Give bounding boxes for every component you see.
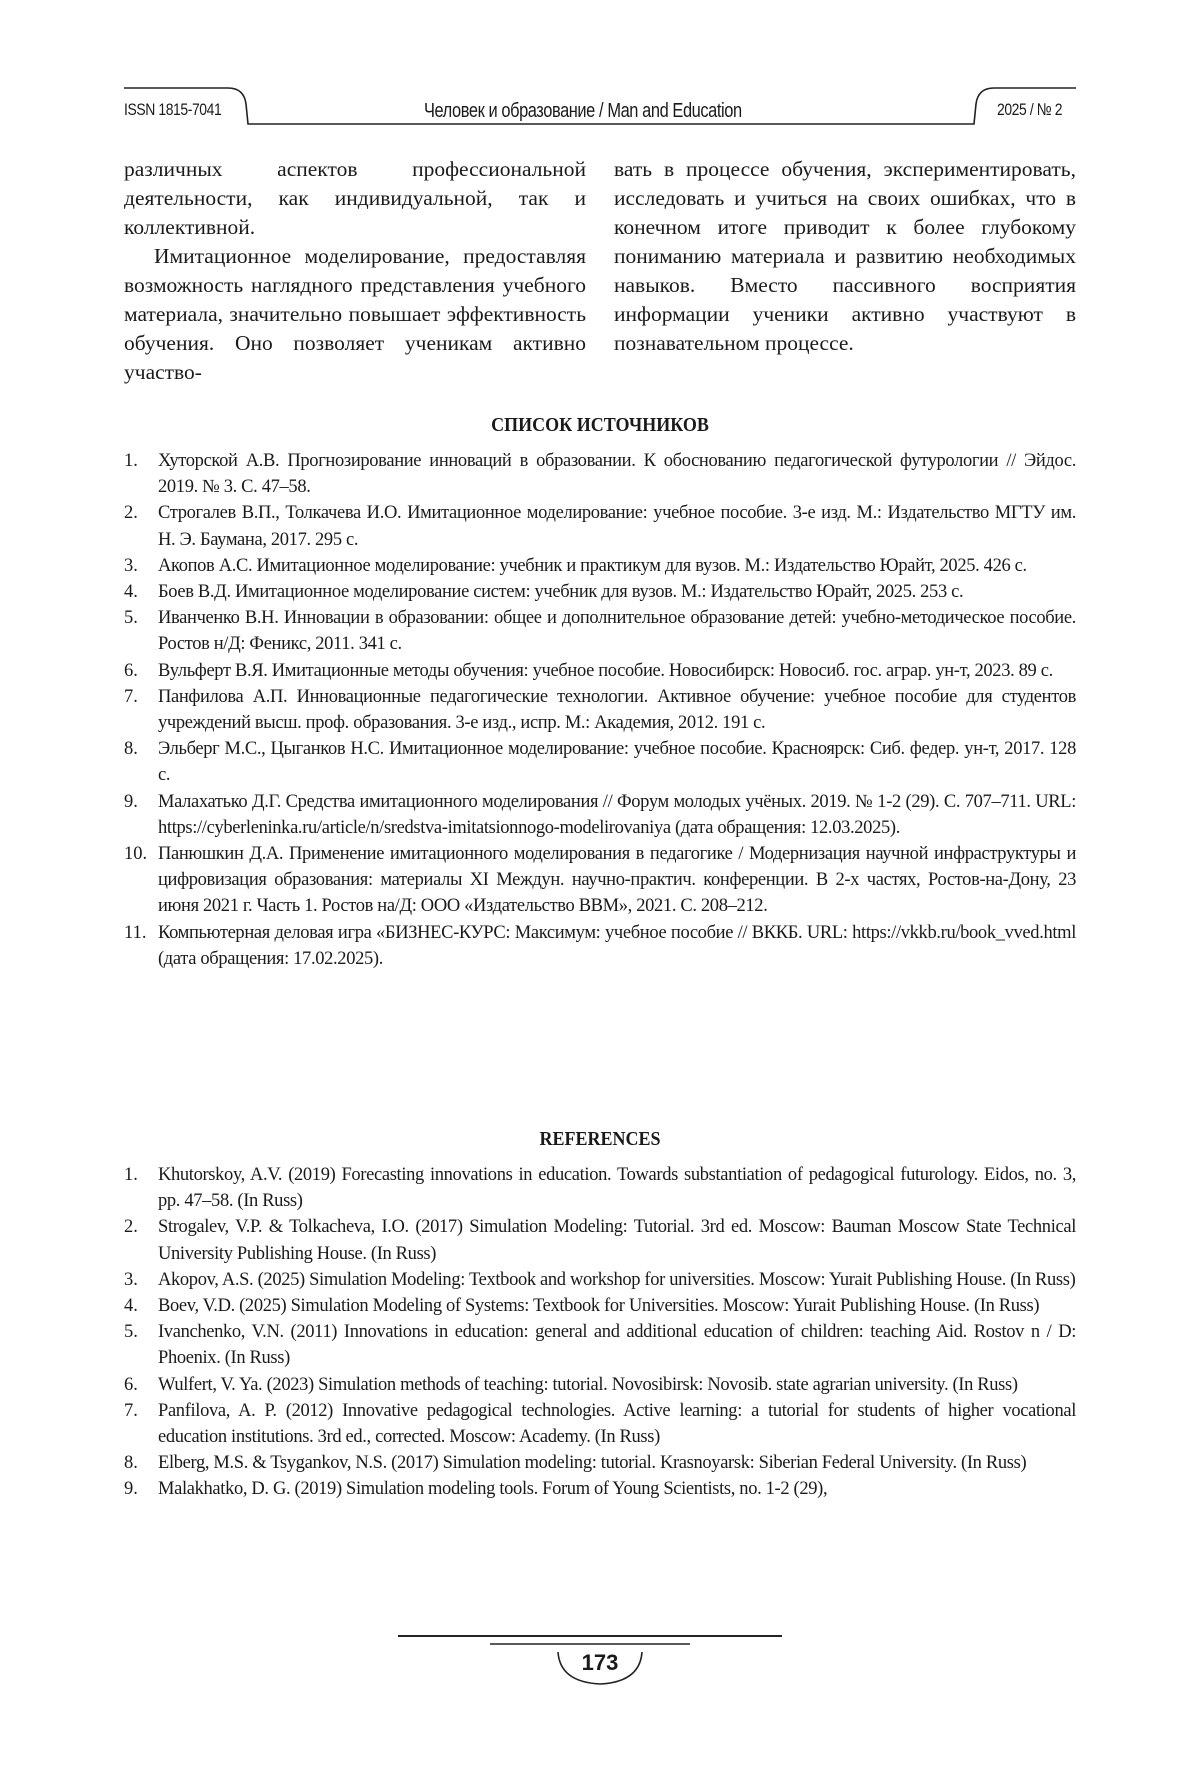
list-item: 5. Иванченко В.Н. Инновации в образовании: общее и дополнительное образование детей: учебно-методическое пособие. Ростов н/Д: Феникс, 2011. 341 с. xyxy=(124,608,1076,655)
page-number: 173 xyxy=(581,1650,619,1675)
list-item: 11. Компьютерная деловая игра «БИЗНЕС-КУРС: Максимум: учебное пособие // ВККБ. URL: https://vkkb.ru/book_vved.html (дата обращения: 17.02.2025). xyxy=(124,922,1076,969)
list-item: 9. Малахатько Д.Г. Средства имитационного моделирования // Форум молодых учёных. 2019. № 1-2 (29). С. 707–711. URL: https://cyberleninka.ru/article/n/sredstva-imitatsionnogo-modelirovaniya (дата обращения: 12.03.2025). xyxy=(124,791,1076,838)
issn: ISSN 1815-7041 xyxy=(124,100,222,119)
list-item: 6. Вульферт В.Я. Имитационные методы обучения: учебное пособие. Новосибирск: Новосиб. гос. аграр. ун-т, 2023. 89 с. xyxy=(124,660,1053,681)
running-header xyxy=(0,0,1200,135)
list-item: 8. Elberg, M.S. & Tsygankov, N.S. (2017) Simulation modeling: tutorial. Krasnoyarsk: Siberian Federal University. (In Russ) xyxy=(124,1453,1027,1474)
sources-heading: СПИСОК ИСТОЧНИКОВ xyxy=(491,414,709,436)
list-item: 7. Panfilova, A. P. (2012) Innovative pedagogical technologies. Active learning: a tutorial for students of higher vocational education institutions. 3rd ed., corrected. Moscow: Academy. (In Russ) xyxy=(124,1400,1076,1448)
paragraph: вать в процессе обучения, экспериментировать, исследовать и учиться на своих ошибках, что в конечном итоге приводит к более глубокому пониманию материала и развитию необходимых навыков. Вместо пассивного восприятия информации ученики активно участвуют в познавательном процессе. xyxy=(614,157,1076,355)
list-item: 4. Боев В.Д. Имитационное моделирование систем: учебник для вузов. М.: Издательство Юрайт, 2025. 253 с. xyxy=(124,582,964,603)
paragraph: различных аспектов профессиональной деятельности, как индивидуальной, так и коллективной. xyxy=(124,157,586,239)
list-item: 10. Панюшкин Д.А. Применение имитационного моделирования в педагогике / Модернизация научной инфраструктуры и цифровизация образования: материалы XI Междун. научно-практич. конференции. В 2-х частях, Ростов-на-Дону, 23 июня 2021 г. Часть 1. Ростов на/Д: ООО «Издательство ВВМ», 2021. С. 208–212. xyxy=(124,844,1076,917)
list-item: 7. Панфилова А.П. Инновационные педагогические технологии. Активное обучение: учебное пособие для студентов учреждений высш. проф. образования. 3-е изд., испр. М.: Академия, 2012. 191 с. xyxy=(124,686,1076,734)
list-item: 5. Ivanchenko, V.N. (2011) Innovations in education: general and additional education of children: teaching Aid. Rostov n / D: Phoenix. (In Russ) xyxy=(124,1322,1076,1369)
references-list xyxy=(124,1162,1076,1503)
list-item: 1. Khutorskoy, A.V. (2019) Forecasting innovations in education. Towards substantiation of pedagogical futurology. Eidos, no. 3, pp. 47–58. (In Russ) xyxy=(124,1165,1076,1212)
list-item: 4. Boev, V.D. (2025) Simulation Modeling of Systems: Textbook for Universities. Moscow: Yurait Publishing House. (In Russ) xyxy=(124,1296,1040,1317)
list-item: 8. Эльберг М.С., Цыганков Н.С. Имитационное моделирование: учебное пособие. Красноярск: Сиб. федер. ун-т, 2017. 128 с. xyxy=(124,739,1076,786)
sources-list xyxy=(124,448,1076,972)
list-item: 2. Strogalev, V.P. & Tolkacheva, I.O. (2017) Simulation Modeling: Tutorial. 3rd ed. Moscow: Bauman Moscow State Technical University Publishing House. (In Russ) xyxy=(124,1217,1076,1264)
issue-number: 2025 / № 2 xyxy=(997,100,1063,119)
left-column xyxy=(124,155,586,387)
journal-title: Человек и образование / Man and Education xyxy=(424,100,742,122)
list-item: 3. Akopov, A.S. (2025) Simulation Modeling: Textbook and workshop for universities. Moscow: Yurait Publishing House. (In Russ) xyxy=(124,1269,1076,1290)
list-item: 2. Строгалев В.П., Толкачева И.О. Имитационное моделирование: учебное пособие. 3-е изд. М.: Издательство МГТУ им. Н. Э. Баумана, 2017. 295 с. xyxy=(124,503,1076,550)
list-item: 9. Malakhatko, D. G. (2019) Simulation modeling tools. Forum of Young Scientists, no. 1-2 (29), xyxy=(124,1479,828,1500)
references-heading: REFERENCES xyxy=(539,1128,661,1150)
right-column xyxy=(614,155,1076,387)
paragraph: Имитационное моделирование, предоставляя возможность наглядного представления учебного материала, значительно повышает эффективность обучения. Оно позволяет ученикам активно участво- xyxy=(124,244,586,384)
body-text xyxy=(124,155,1076,387)
list-item: 1. Хуторской А.В. Прогнозирование инноваций в образовании. К обоснованию педагогической футурологии // Эйдос. 2019. № 3. С. 47–58. xyxy=(124,451,1076,498)
list-item: 3. Акопов А.С. Имитационное моделирование: учебник и практикум для вузов. М.: Издательство Юрайт, 2025. 426 с. xyxy=(124,555,1027,576)
list-item: 6. Wulfert, V. Ya. (2023) Simulation methods of teaching: tutorial. Novosibirsk: Novosib. state agrarian university. (In Russ) xyxy=(124,1374,1018,1395)
